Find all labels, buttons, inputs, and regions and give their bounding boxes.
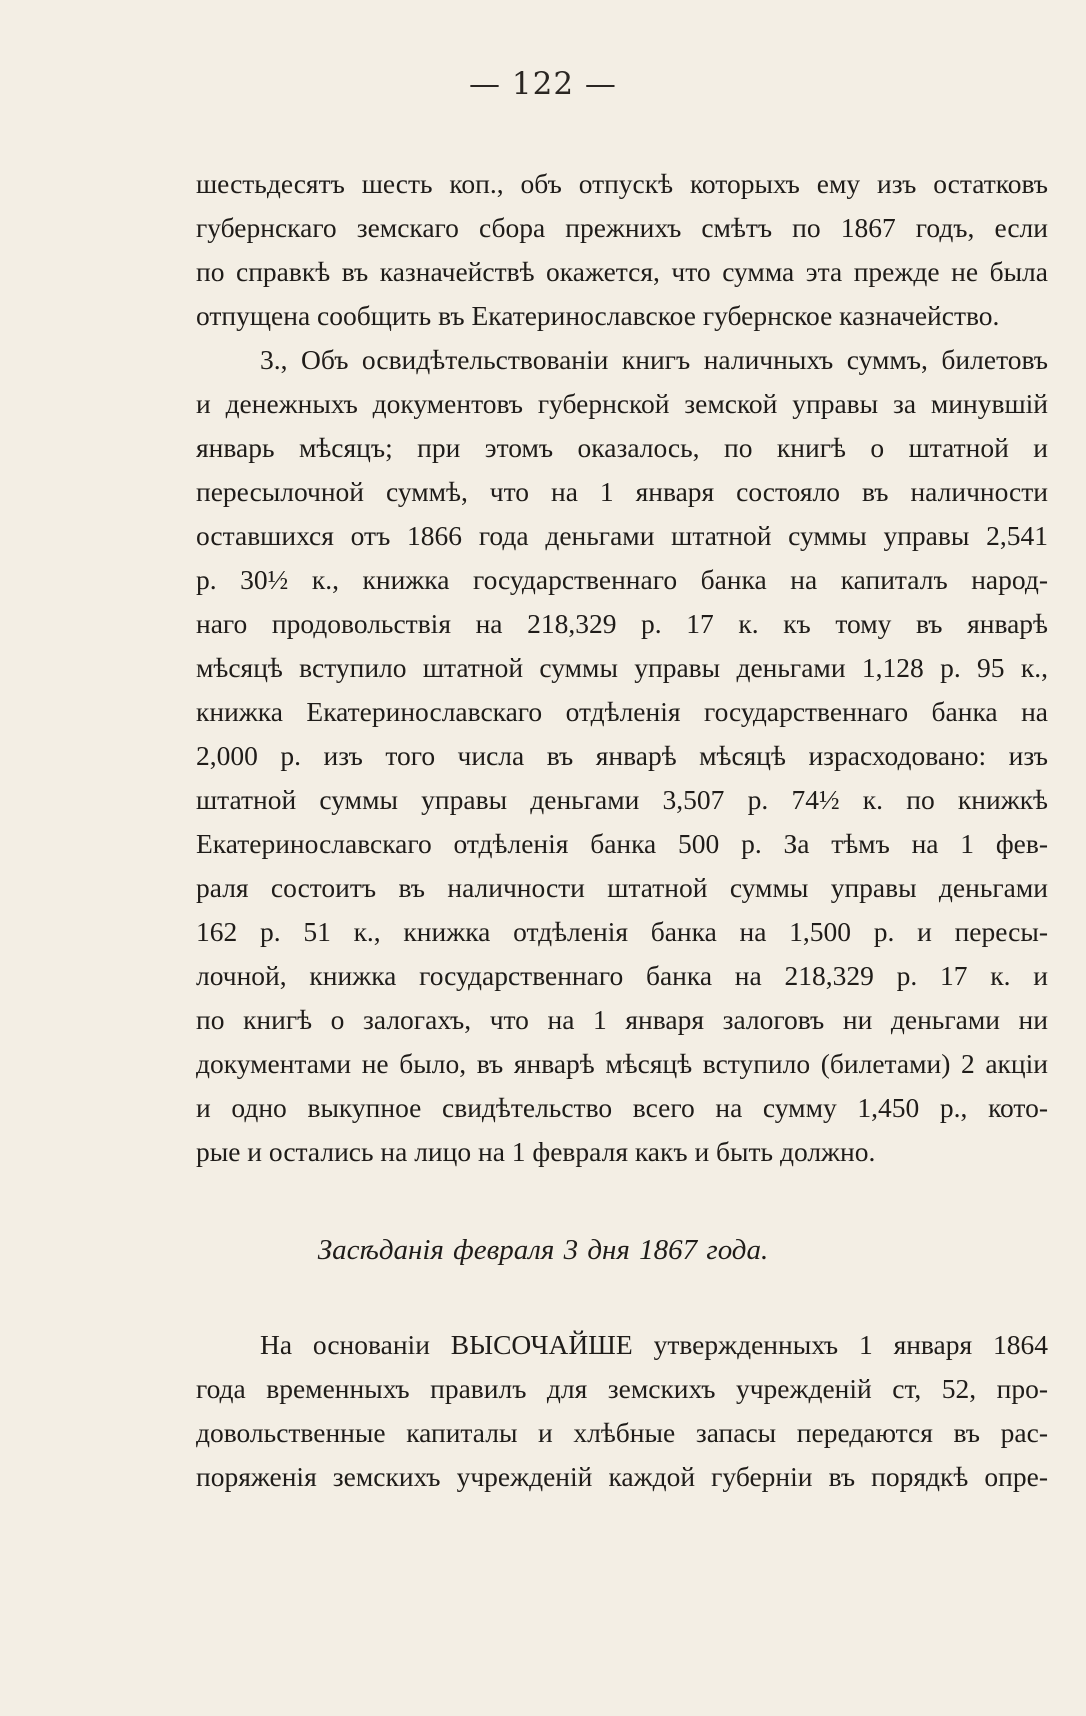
- text-block-upper: [196, 162, 1048, 1174]
- text-line: и денежныхъ документовъ губернской земской управы за минувшій: [196, 388, 1048, 419]
- text-line: отпущена сообщить въ Екатеринославское губернское казначейство.: [196, 300, 1000, 331]
- text-line: Екатеринославскаго отдѣленія банка 500 р. За тѣмъ на 1 фев-: [196, 828, 1048, 859]
- text-line: лочной, книжка государственнаго банка на 218,329 р. 17 к. и: [196, 960, 1048, 991]
- text-line: книжка Екатеринославскаго отдѣленія государственнаго банка на: [196, 696, 1048, 727]
- text-block-lower: [196, 1323, 1048, 1499]
- text-line: поряженія земскихъ учрежденій каждой губерніи въ порядкѣ опре-: [196, 1461, 1048, 1492]
- text-line: оставшихся отъ 1866 года деньгами штатной суммы управы 2,541: [196, 520, 1048, 551]
- text-line: мѣсяцѣ вступило штатной суммы управы деньгами 1,128 р. 95 к.,: [196, 652, 1048, 683]
- text-line: наго продовольствія на 218,329 р. 17 к. къ тому въ январѣ: [196, 608, 1048, 639]
- paragraph-1: [196, 162, 1048, 338]
- text-line: довольственные капиталы и хлѣбные запасы передаются въ рас-: [196, 1417, 1048, 1448]
- text-line: р. 30½ к., книжка государственнаго банка на капиталъ народ-: [196, 564, 1048, 595]
- text-line: раля состоитъ въ наличности штатной суммы управы деньгами: [196, 872, 1048, 903]
- text-line: январь мѣсяцъ; при этомъ оказалось, по книгѣ о штатной и: [196, 432, 1048, 463]
- text-line: 2,000 р. изъ того числа въ январѣ мѣсяцѣ израсходовано: изъ: [196, 740, 1048, 771]
- text-line: рые и остались на лицо на 1 февраля какъ и быть должно.: [196, 1136, 876, 1167]
- text-line: и одно выкупное свидѣтельство всего на сумму 1,450 р., кото-: [196, 1092, 1048, 1123]
- text-line: На основаніи ВЫСОЧАЙШЕ утвержденныхъ 1 января 1864: [260, 1329, 1048, 1360]
- page-number: — 122 —: [469, 66, 617, 102]
- text-line: 3., Объ освидѣтельствованіи книгъ наличныхъ суммъ, билетовъ: [260, 344, 1048, 375]
- text-line: документами не было, въ январѣ мѣсяцѣ вступило (билетами) 2 акціи: [196, 1048, 1048, 1079]
- text-line: штатной суммы управы деньгами 3,507 р. 74½ к. по книжкѣ: [196, 784, 1048, 815]
- text-line: года временныхъ правилъ для земскихъ учрежденій ст, 52, про-: [196, 1373, 1048, 1404]
- text-line: 162 р. 51 к., книжка отдѣленія банка на 1,500 р. и пересы-: [196, 916, 1048, 947]
- session-heading: Засѣданія февраля 3 дня 1867 года.: [317, 1234, 769, 1266]
- text-line: губернскаго земскаго сбора прежнихъ смѣтъ по 1867 годъ, если: [196, 212, 1048, 243]
- text-line: по книгѣ о залогахъ, что на 1 января залоговъ ни деньгами ни: [196, 1004, 1048, 1035]
- text-line: по справкѣ въ казначействѣ окажется, что сумма эта прежде не была: [196, 256, 1048, 287]
- paragraph-2: [196, 338, 1048, 1174]
- text-line: пересылочной суммѣ, что на 1 января состояло въ наличности: [196, 476, 1048, 507]
- text-line: шестьдесятъ шесть коп., объ отпускѣ которыхъ ему изъ остатковъ: [196, 168, 1048, 199]
- paragraph-3: [196, 1323, 1048, 1499]
